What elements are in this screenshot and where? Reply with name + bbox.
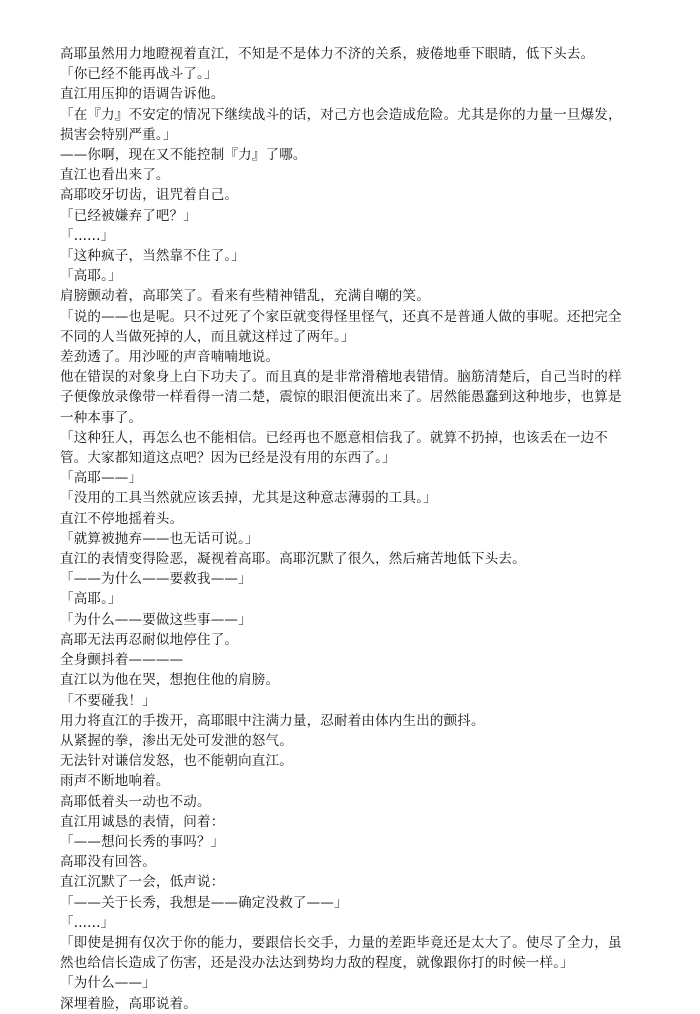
paragraph: 用力将直江的手拨开，高耶眼中注满力量，忍耐着由体内生出的颤抖。 [60,712,485,729]
paragraph: 无法针对谦信发怒，也不能朝向直江。 [60,753,293,770]
dialogue-line: 「在『力』不安定的情况下继续战斗的话，对己方也会造成危险。尤其是你的力量一旦爆发，损害会特别严重。」 [60,106,622,143]
paragraph: 高耶低着头一动也不动。 [60,793,211,810]
document-page [60,44,632,1014]
paragraph: 差劲透了。用沙哑的声音喃喃地说。 [60,349,280,366]
paragraph: 深埋着脸，高耶说着。 [60,995,197,1012]
paragraph: 高耶没有回答。 [60,854,156,871]
paragraph: 雨声不断地响着。 [60,773,170,790]
dialogue-line: 「——关于长秀，我想是——确定没救了——」 [60,894,348,911]
dialogue-line: 「高耶。」 [60,268,122,285]
paragraph: 直江不停地摇着头。 [60,510,184,527]
paragraph: 肩膀颤动着，高耶笑了。看来有些精神错乱，充满自嘲的笑。 [60,288,430,305]
dialogue-line: 「说的——也是呢。只不过死了个家臣就变得怪里怪气，还真不是普通人做的事呢。还把完全不同的人当做死掉的人，而且就这样过了两年。」 [60,308,622,345]
paragraph: 他在错误的对象身上白下功夫了。而且真的是非常滑稽地表错情。脑筋清楚后，自己当时的样子便像放录像带一样看得一清二楚，震惊的眼泪便流出来了。居然能愚蠢到这种地步，也算是一种本事了。 [60,369,622,426]
dialogue-line: 「即使是拥有仅次于你的能力，要跟信长交手，力量的差距毕竟还是太大了。使尽了全力，虽然也给信长造成了伤害，还是没办法达到势均力敌的程度，就像跟你打的时候一样。」 [60,934,622,972]
dialogue-line: 「......」 [60,227,115,244]
dialogue-line: 「高耶。」 [60,591,122,608]
paragraph: 直江也看出来了。 [60,167,170,184]
dialogue-line: 「你已经不能再战斗了。」 [60,66,218,83]
paragraph: 从紧握的拳，渗出无处可发泄的怒气。 [60,732,293,749]
dialogue-line: 「......」 [60,914,115,931]
dialogue-line: 「没用的工具当然就应该丢掉，尤其是这种意志薄弱的工具。」 [60,490,437,507]
dialogue-line: 「为什么——要做这些事——」 [60,611,252,628]
dialogue-line: 「——为什么——要救我——」 [60,571,252,588]
dialogue-line: 「不要碰我！」 [60,692,156,709]
paragraph: 全身颤抖着———— [60,652,184,669]
dialogue-line: 「就算被抛弃——也无话可说。」 [60,530,259,547]
dialogue-line: 「这种狂人，再怎么也不能相信。已经再也不愿意相信我了。就算不扔掉，也该丢在一边不管。大家都知道这点吧？因为已经是没有用的东西了。」 [60,429,608,467]
paragraph: 高耶咬牙切齿，诅咒着自己。 [60,187,239,204]
dialogue-line: 「为什么——」 [60,975,156,992]
dialogue-line: 「——想问长秀的事吗？」 [60,833,225,850]
paragraph: 高耶虽然用力地瞪视着直江，不知是不是体力不济的关系，疲倦地垂下眼睛，低下头去。 [60,46,595,62]
paragraph: ——你啊，现在又不能控制『力』了哪。 [60,147,307,164]
dialogue-line: 「高耶——」 [60,470,143,487]
paragraph: 直江以为他在哭，想抱住他的肩膀。 [60,672,280,689]
paragraph: 高耶无法再忍耐似地停住了。 [60,631,239,648]
dialogue-line: 「已经被嫌弃了吧？」 [60,207,197,224]
paragraph: 直江沉默了一会，低声说： [60,874,225,891]
paragraph: 直江的表情变得险恶，凝视着高耶。高耶沉默了很久，然后痛苦地低下头去。 [60,551,526,568]
paragraph: 直江用诚恳的表情，问着： [60,813,225,830]
paragraph: 直江用压抑的语调告诉他。 [60,86,225,103]
dialogue-line: 「这种疯子，当然靠不住了。」 [60,248,246,265]
